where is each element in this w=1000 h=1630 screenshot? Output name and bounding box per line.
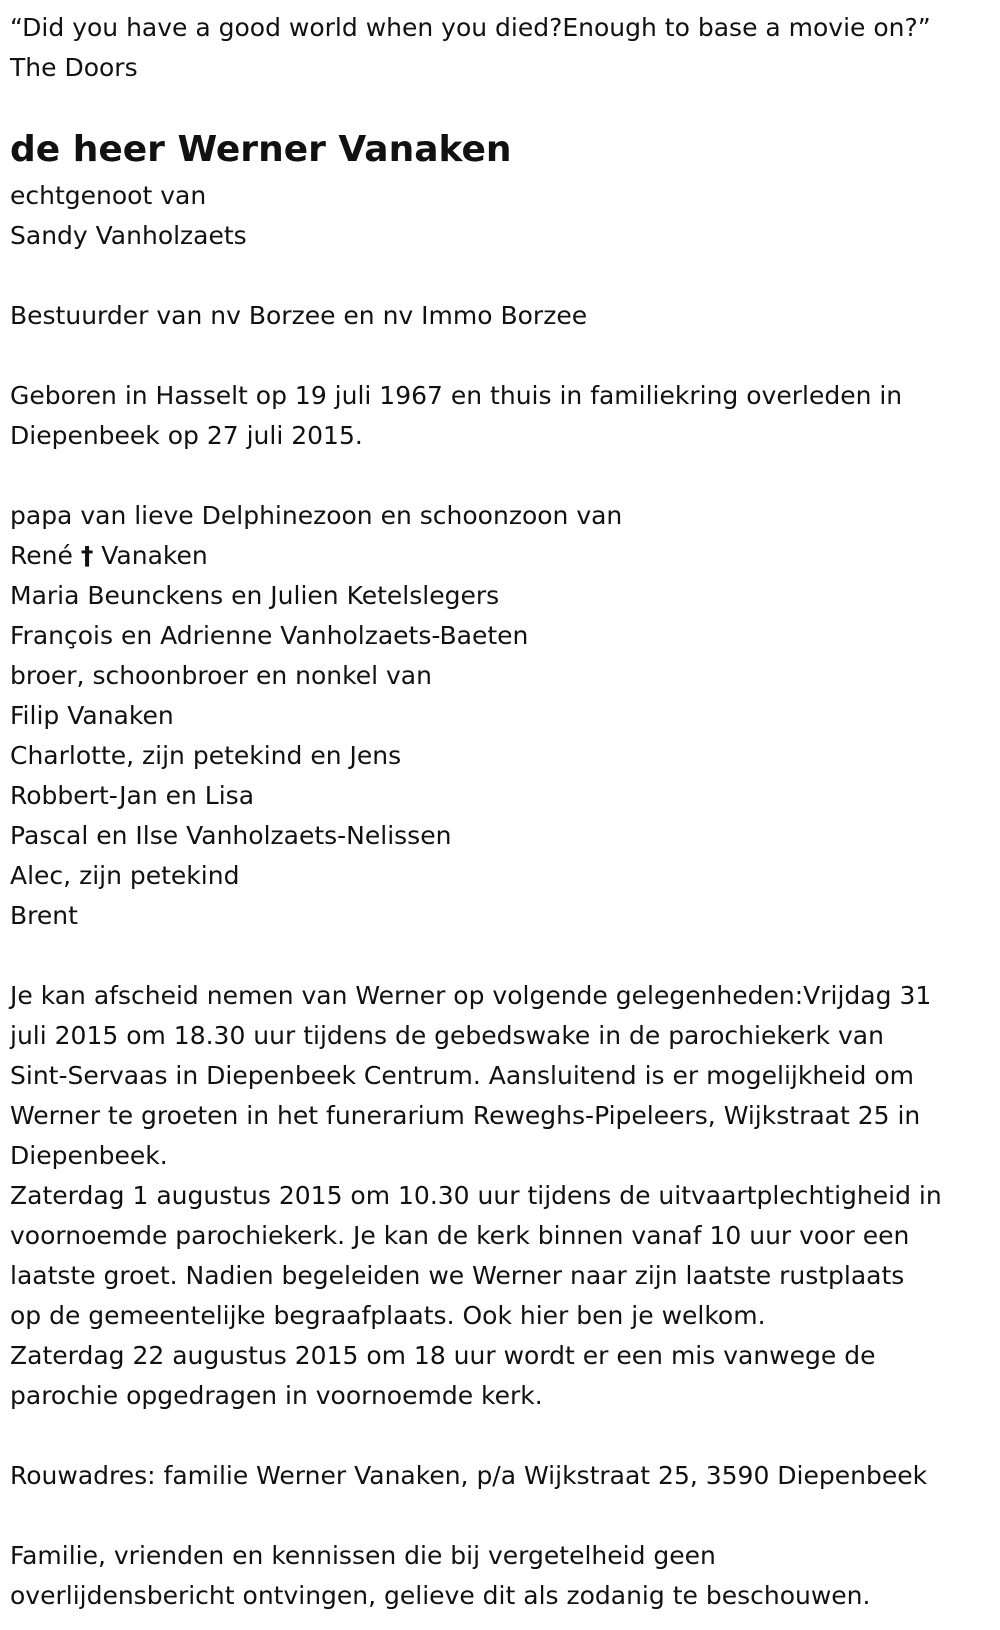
deceased-title: de heer Werner Vanaken [10, 129, 512, 170]
spacer [10, 256, 990, 296]
spacer [10, 456, 990, 496]
farewell-line: laatste groet. Nadien begeleiden we Werner naar zijn laatste rustplaats [10, 1261, 905, 1290]
farewell-line: juli 2015 om 18.30 uur tijdens de gebedswake in de parochiekerk van [10, 1021, 884, 1050]
farewell-line: parochie opgedragen in voornoemde kerk. [10, 1381, 543, 1410]
family-line: Charlotte, zijn petekind en Jens [10, 741, 402, 770]
family-line: François en Adrienne Vanholzaets-Baeten [10, 621, 529, 650]
father-first-name: René [10, 541, 73, 570]
spacer [10, 1416, 990, 1456]
closing-line: overlijdensbericht ontvingen, gelieve dit als zodanig te beschouwen. [10, 1581, 871, 1610]
quote-author: The Doors [10, 53, 138, 82]
family-line: broer, schoonbroer en nonkel van [10, 661, 432, 690]
cross-icon: † [80, 541, 94, 570]
family-line: Filip Vanaken [10, 701, 174, 730]
father-last-name: Vanaken [101, 541, 208, 570]
family-line: Alec, zijn petekind [10, 861, 240, 890]
farewell-line: Sint-Servaas in Diepenbeek Centrum. Aansluitend is er mogelijkheid om [10, 1061, 914, 1090]
family-line: Maria Beunckens en Julien Ketelslegers [10, 581, 500, 610]
farewell-line: Diepenbeek. [10, 1141, 168, 1170]
farewell-line: Werner te groeten in het funerarium Reweghs-Pipeleers, Wijkstraat 25 in [10, 1101, 921, 1130]
mourning-address: Rouwadres: familie Werner Vanaken, p/a Wijkstraat 25, 3590 Diepenbeek [10, 1461, 928, 1490]
spacer [10, 936, 990, 976]
farewell-line: op de gemeentelijke begraafplaats. Ook hier ben je welkom. [10, 1301, 766, 1330]
birth-death-line: Diepenbeek op 27 juli 2015. [10, 421, 363, 450]
occupation-text: Bestuurder van nv Borzee en nv Immo Borzee [10, 301, 588, 330]
spacer [10, 1496, 990, 1536]
farewell-line: Je kan afscheid nemen van Werner op volgende gelegenheden:Vrijdag 31 [10, 981, 932, 1010]
family-line: Robbert-Jan en Lisa [10, 781, 255, 810]
spouse-name: Sandy Vanholzaets [10, 221, 247, 250]
birth-death-line: Geboren in Hasselt op 19 juli 1967 en thuis in familiekring overleden in [10, 381, 903, 410]
family-intro: papa van lieve Delphinezoon en schoonzoon van [10, 501, 623, 530]
farewell-line: Zaterdag 22 augustus 2015 om 18 uur wordt er een mis vanwege de [10, 1341, 876, 1370]
spacer [10, 336, 990, 376]
family-line: Brent [10, 901, 78, 930]
father-line [10, 536, 990, 576]
closing-line: Familie, vrienden en kennissen die bij vergetelheid geen [10, 1541, 716, 1570]
quote-text: “Did you have a good world when you died?Enough to base a movie on?” [10, 13, 931, 42]
farewell-line: voornoemde parochiekerk. Je kan de kerk binnen vanaf 10 uur voor een [10, 1221, 910, 1250]
family-line: Pascal en Ilse Vanholzaets-Nelissen [10, 821, 452, 850]
farewell-line: Zaterdag 1 augustus 2015 om 10.30 uur tijdens de uitvaartplechtigheid in [10, 1181, 942, 1210]
spouse-intro: echtgenoot van [10, 181, 207, 210]
